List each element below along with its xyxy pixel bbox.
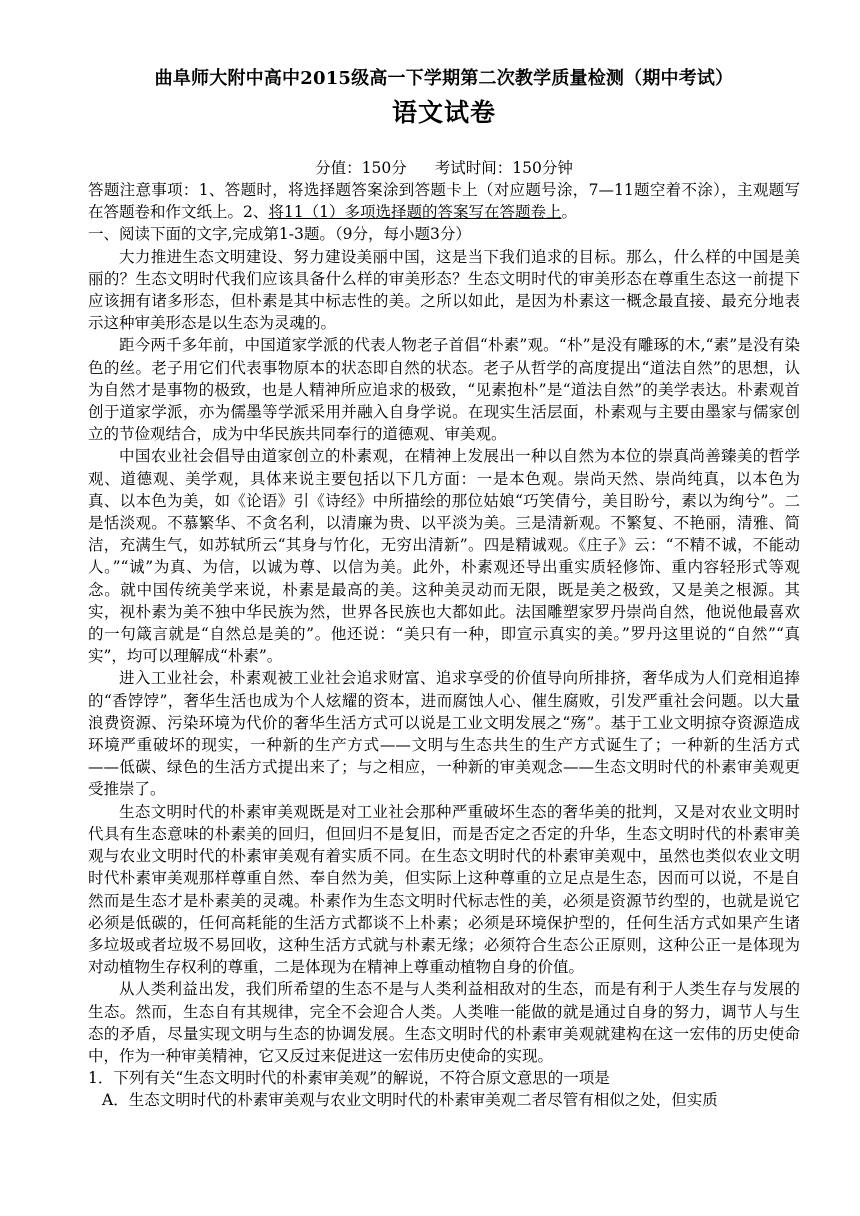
exam-meta (88, 156, 800, 178)
notice-part3: 。 (561, 203, 577, 222)
passage-paragraph: 生态文明时代的朴素审美观既是对工业社会那种严重破坏生态的奢华美的批判，又是对农业文明时代具有生态意味的朴素美的回归，但回归不是复旧，而是否定之否定的升华，生态文明时代的朴素审美观与农业文明时代的朴素审美观有着实质不同。在生态文明时代的朴素审美观中，虽然也类似农业文明时代朴素审美观那样尊重自然、奉自然为美，但实际上这种尊重的立足点是生态，因而可以说，不是自然而是生态才是朴素美的灵魂。朴素作为生态文明时代标志性的美，必须是资源节约型的，也就是说它必须是低碳的，任何高耗能的生活方式都谈不上朴素；必须是环境保护型的，任何生活方式如果产生诸多垃圾或者垃圾不易回收，这种生活方式就与朴素无缘；必须符合生态公正原则，这种公正一是体现为对动植物生存权利的尊重，二是体现为在精神上尊重动植物自身的价值。 (88, 802, 800, 977)
answer-notice (88, 179, 800, 223)
passage-paragraph: 距今两千多年前，中国道家学派的代表人物老子首倡“朴素”观。“朴”是没有雕琢的木,“素”是没有染色的丝。老子用它们代表事物原本的状态即自然的状态。老子从哲学的高度提出“道法自然”的思想，认为自然才是事物的极致，也是人精神所应追求的极致，“见素抱朴”是“道法自然”的美学表达。朴素观首创于道家学派，亦为儒墨等学派采用并融入自身学说。在现实生活层面，朴素观与主要由墨家与儒家创立的节俭观结合，成为中华民族共同奉行的道德观、审美观。 (88, 336, 800, 444)
notice-underlined: 将11（1）多项选择题的答案写在答题卷上 (268, 203, 562, 222)
exam-title: 曲阜师大附中高中2015级高一下学期第二次教学质量检测（期中考试） (154, 68, 734, 89)
exam-subtitle: 语文试卷 (391, 98, 496, 127)
notice-part1: 答题注意事项：1、答题时，将选择题答案涂到答题卡上（对应题号涂，7—11题空着不涂），主观题写在答题卷和作文纸上。2、 (88, 181, 800, 222)
passage-paragraph: 大力推进生态文明建设、努力建设美丽中国，这是当下我们追求的目标。那么，什么样的中国是美丽的？生态文明时代我们应该具备什么样的审美形态？生态文明时代的审美形态在尊重生态这一前提下应该拥有诸多形态，但朴素是其中标志性的美。之所以如此，是因为朴素这一概念最直接、最充分地表示这种审美形态是以生态为灵魂的。 (88, 247, 800, 333)
question-option-a: A．生态文明时代的朴素审美观与农业文明时代的朴素审美观二者尽管有相似之处，但实质 (102, 1091, 718, 1110)
passage-paragraph: 中国农业社会倡导由道家创立的朴素观，在精神上发展出一种以自然为本位的崇真尚善臻美的哲学观、道德观、美学观，具体来说主要包括以下几方面：一是本色观。崇尚天然、崇尚纯真，以本色为真、以本色为美，如《论语》引《诗经》中所描绘的那位姑娘“巧笑倩兮，美目盼兮，素以为绚兮”。二是恬淡观。不慕繁华、不贪名利，以清廉为贵、以平淡为美。三是清新观。不繁复、不艳丽，清雅、简洁，充满生气，如苏轼所云“其身与竹化，无穷出清新”。四是精诚观。《庄子》云：“不精不诚，不能动人。”“诚”为真、为信，以诚为尊、以信为美。此外，朴素观还导出重实质轻修饰、重内容轻形式等观念。就中国传统美学来说，朴素是最高的美。这种美灵动而无限，既是美之极致，又是美之根源。其实，视朴素为美不独中华民族为然，世界各民族也大都如此。法国雕塑家罗丹崇尚自然，他说他最喜欢的一句箴言就是“自然总是美的”。他还说：“美只有一种，即宣示真实的美。”罗丹这里说的“自然”“真实”，均可以理解成“朴素”。 (88, 447, 800, 666)
question-stem: 1．下列有关“生态文明时代的朴素审美观”的解说，不符合原文意思的一项是 (88, 1069, 610, 1088)
passage-paragraph: 从人类利益出发，我们所希望的生态不是与人类利益相敌对的生态，而是有利于人类生存与发展的生态。然而，生态自有其规律，完全不会迎合人类。人类唯一能做的就是通过自身的努力，调节人与生态的矛盾，尽量实现文明与生态的协调发展。生态文明时代的朴素审美观就建构在这一宏伟的历史使命中，作为一种审美精神，它又反过来促进这一宏伟历史使命的实现。 (88, 980, 800, 1065)
passage-paragraph: 进入工业社会，朴素观被工业社会追求财富、追求享受的价值导向所排挤，奢华成为人们竞相追捧的“香饽饽”，奢华生活也成为个人炫耀的资本，进而腐蚀人心、催生腐败，引发严重社会问题。以大量浪费资源、污染环境为代价的奢华生活方式可以说是工业文明发展之“殇”。基于工业文明掠夺资源造成环境严重破坏的现实，一种新的生产方式——文明与生态共生的生产方式诞生了；一种新的生活方式——低碳、绿色的生活方式提出来了；与之相应，一种新的审美观念——生态文明时代的朴素审美观更受推崇了。 (88, 669, 800, 799)
section-heading: 一、阅读下面的文字,完成第1-3题。（9分，每小题3分） (88, 225, 471, 244)
score-text: 分值：150分 (315, 159, 407, 177)
exam-body (88, 179, 800, 1112)
time-text: 考试时间：150分钟 (434, 159, 573, 177)
